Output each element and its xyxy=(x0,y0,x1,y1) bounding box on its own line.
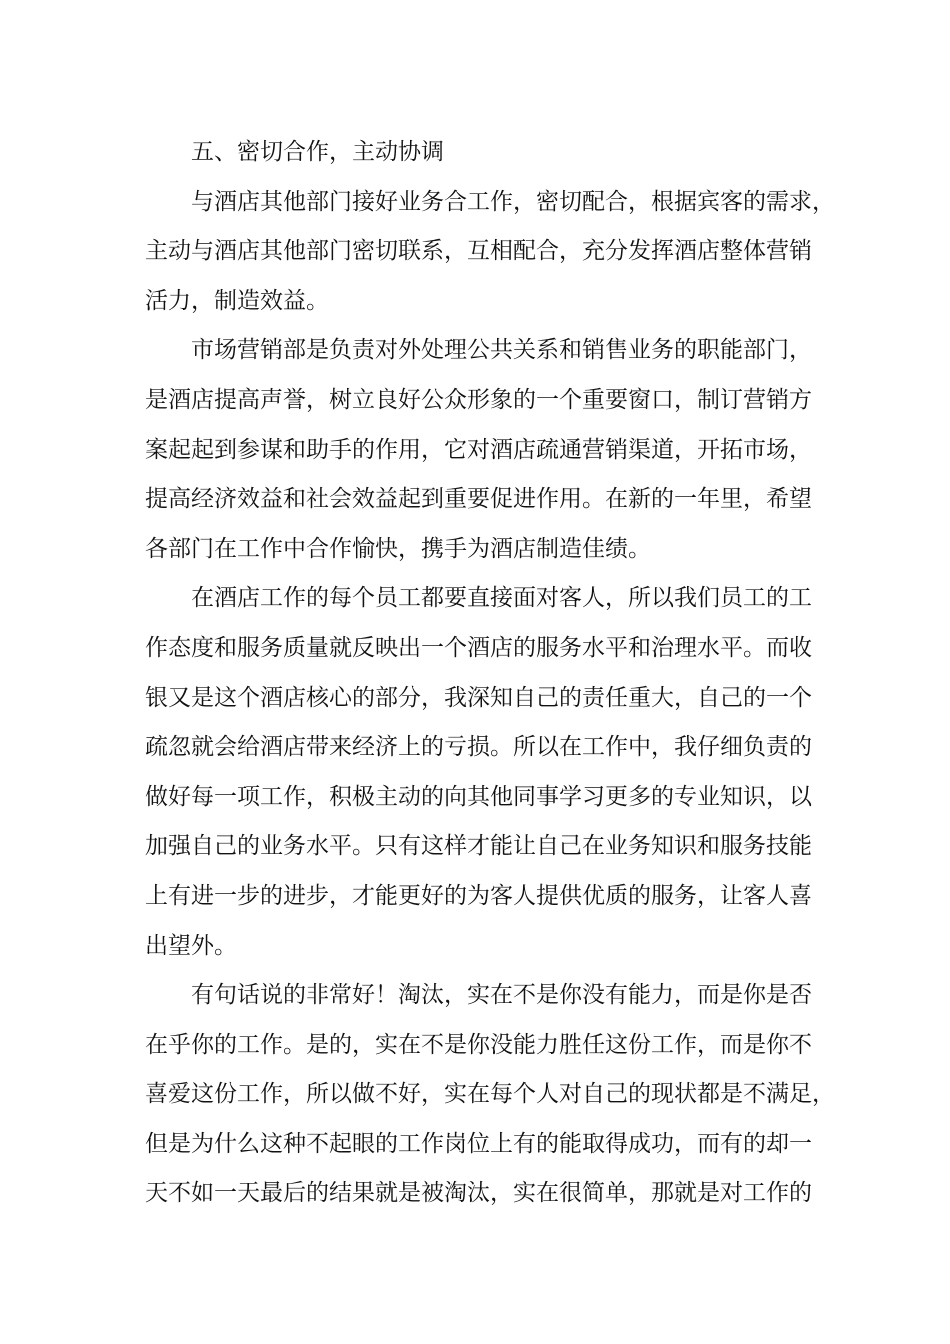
text-line: 活力，制造效益。 xyxy=(145,287,329,314)
text-line: 有句话说的非常好！淘汰，实在不是你没有能力，而是你是否 xyxy=(191,982,812,1009)
text-line: 是酒店提高声誉，树立良好公众形象的一个重要窗口，制订营销方 xyxy=(145,386,812,413)
text-line: 出望外。 xyxy=(145,932,237,959)
text-line: 与酒店其他部门接好业务合工作，密切配合，根据宾客的需求， xyxy=(191,188,835,215)
text-line: 五、密切合作，主动协调 xyxy=(191,139,444,165)
text-line: 在乎你的工作。是的，实在不是你没能力胜任这份工作，而是你不 xyxy=(145,1031,812,1058)
document-body xyxy=(145,128,835,1219)
text-line: 主动与酒店其他部门密切联系，互相配合，充分发挥酒店整体营销 xyxy=(145,238,812,265)
text-line: 在酒店工作的每个员工都要直接面对客人，所以我们员工的工 xyxy=(191,585,812,612)
text-line: 但是为什么这种不起眼的工作岗位上有的能取得成功，而有的却一 xyxy=(145,1130,812,1157)
text-line: 各部门在工作中合作愉快，携手为酒店制造佳绩。 xyxy=(145,535,651,562)
text-line: 疏忽就会给酒店带来经济上的亏损。所以在工作中，我仔细负责的 xyxy=(145,734,812,761)
text-line: 上有进一步的进步，才能更好的为客人提供优质的服务，让客人喜 xyxy=(145,882,812,909)
text-line: 提高经济效益和社会效益起到重要促进作用。在新的一年里，希望 xyxy=(145,486,812,513)
text-line: 作态度和服务质量就反映出一个酒店的服务水平和治理水平。而收 xyxy=(145,634,812,661)
text-line: 银又是这个酒店核心的部分，我深知自己的责任重大，自己的一个 xyxy=(145,684,812,711)
text-line: 加强自己的业务水平。只有这样才能让自己在业务知识和服务技能 xyxy=(145,833,812,860)
text-line: 天不如一天最后的结果就是被淘汰，实在很简单，那就是对工作的 xyxy=(145,1180,812,1207)
text-line: 市场营销部是负责对外处理公共关系和销售业务的职能部门， xyxy=(191,337,812,364)
text-line: 案起起到参谋和助手的作用，它对酒店疏通营销渠道，开拓市场， xyxy=(145,436,812,463)
text-line: 喜爱这份工作，所以做不好，实在每个人对自己的现状都是不满足， xyxy=(145,1081,835,1108)
text-line: 做好每一项工作，积极主动的向其他同事学习更多的专业知识，以 xyxy=(145,783,812,810)
